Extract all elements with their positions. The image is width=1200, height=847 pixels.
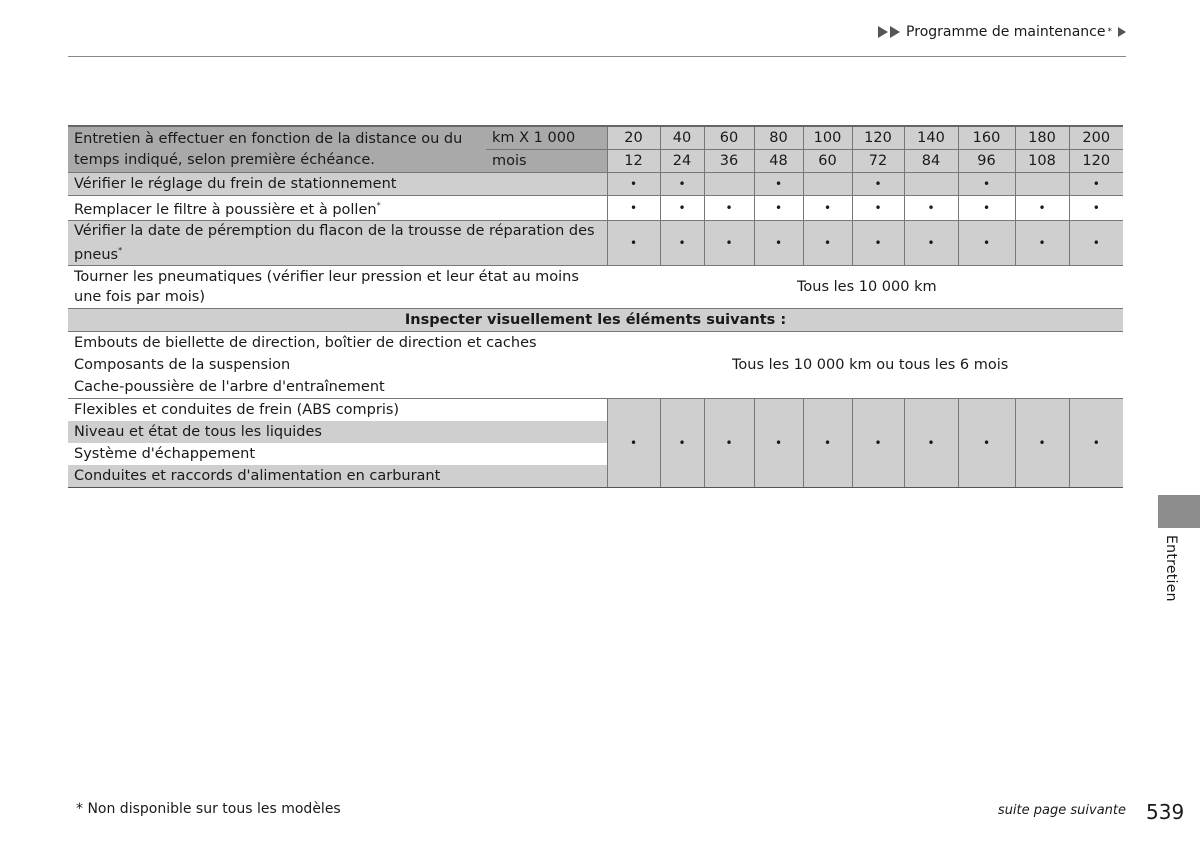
row-label — [68, 173, 607, 196]
table-row — [68, 398, 1123, 421]
chapter-tab[interactable] — [1158, 495, 1200, 528]
schedule-mark — [803, 173, 852, 196]
km-label: km X 1 000 — [486, 126, 607, 150]
schedule-mark: • — [803, 220, 852, 265]
arrow-icon — [878, 26, 888, 38]
table-row — [68, 173, 1123, 196]
schedule-mark — [704, 173, 754, 196]
mois-value: 72 — [852, 150, 904, 173]
schedule-mark: • — [1069, 220, 1123, 265]
table-row — [68, 220, 1123, 265]
km-value: 160 — [958, 126, 1015, 150]
mois-value: 108 — [1015, 150, 1069, 173]
maintenance-table — [68, 125, 1123, 488]
schedule-mark: • — [607, 398, 660, 487]
km-value: 80 — [754, 126, 803, 150]
section-title: Programme de maintenance — [906, 24, 1106, 40]
km-value: 200 — [1069, 126, 1123, 150]
schedule-mark: • — [660, 196, 704, 221]
table-row — [68, 126, 1123, 150]
schedule-mark: • — [754, 173, 803, 196]
inspect-heading: Inspecter visuellement les éléments suivants : — [68, 308, 1123, 331]
schedule-mark: • — [1015, 220, 1069, 265]
schedule-mark: • — [754, 196, 803, 221]
row-label-text: Remplacer le filtre à poussière et à pollen — [74, 201, 377, 218]
footnote: * Non disponible sur tous les modèles — [76, 801, 341, 817]
mois-value: 96 — [958, 150, 1015, 173]
table-row — [68, 196, 1123, 221]
schedule-mark — [904, 173, 958, 196]
schedule-mark: • — [904, 398, 958, 487]
schedule-mark: • — [803, 398, 852, 487]
mois-value: 84 — [904, 150, 958, 173]
schedule-mark: • — [1069, 173, 1123, 196]
row-label-text: Vérifier la date de péremption du flacon de la trousse de réparation des pneus — [74, 222, 595, 263]
table-row — [68, 265, 1123, 308]
schedule-mark: • — [704, 196, 754, 221]
schedule-mark: • — [704, 220, 754, 265]
tire-rotation-value: Tous les 10 000 km — [607, 265, 1123, 308]
page-number: 539 — [1146, 800, 1185, 824]
mois-value: 48 — [754, 150, 803, 173]
schedule-mark: • — [958, 196, 1015, 221]
schedule-mark: • — [852, 196, 904, 221]
schedule-mark: • — [958, 173, 1015, 196]
schedule-mark: • — [852, 398, 904, 487]
inspect-item: Embouts de biellette de direction, boîtier de direction et caches — [74, 334, 537, 351]
schedule-mark: • — [1015, 196, 1069, 221]
table-row — [68, 331, 1123, 354]
schedule-mark: • — [607, 196, 660, 221]
mois-value: 12 — [607, 150, 660, 173]
km-value: 180 — [1015, 126, 1069, 150]
chapter-label: Entretien — [1163, 535, 1179, 602]
mois-value: 120 — [1069, 150, 1123, 173]
tire-rotation-label: Tourner les pneumatiques (vérifier leur pression et leur état au moins une fois par mois) — [68, 265, 607, 308]
mois-value: 60 — [803, 150, 852, 173]
schedule-mark: • — [852, 173, 904, 196]
mois-value: 36 — [704, 150, 754, 173]
footnote-marker: * — [376, 201, 381, 210]
mois-value: 24 — [660, 150, 704, 173]
km-value: 100 — [803, 126, 852, 150]
header-divider — [68, 56, 1126, 57]
arrow-icon — [890, 26, 900, 38]
schedule-mark: • — [754, 220, 803, 265]
schedule-mark: • — [1069, 398, 1123, 487]
inspect-group1-value: Tous les 10 000 km ou tous les 6 mois — [607, 331, 1123, 398]
schedule-mark: • — [660, 220, 704, 265]
continued-note: suite page suivante — [997, 803, 1126, 818]
table-row — [68, 308, 1123, 331]
km-value: 20 — [607, 126, 660, 150]
inspect-item: Flexibles et conduites de frein (ABS compris) — [74, 401, 400, 418]
schedule-mark: • — [958, 220, 1015, 265]
inspect-item: Cache-poussière de l'arbre d'entraînement — [68, 376, 607, 399]
schedule-mark: • — [607, 173, 660, 196]
schedule-mark: • — [660, 173, 704, 196]
next-arrow-icon[interactable] — [1118, 27, 1126, 37]
inspect-item: Composants de la suspension — [74, 356, 291, 373]
km-value: 140 — [904, 126, 958, 150]
schedule-mark: • — [958, 398, 1015, 487]
footnote-marker: * — [118, 245, 123, 255]
inspect-item: Système d'échappement — [74, 445, 256, 462]
section-marker: * — [1107, 27, 1112, 37]
row-label — [68, 220, 607, 265]
schedule-mark: • — [1069, 196, 1123, 221]
inspect-item: Conduites et raccords d'alimentation en carburant — [68, 465, 607, 488]
schedule-mark: • — [904, 220, 958, 265]
km-value: 60 — [704, 126, 754, 150]
row-label-text: Vérifier le réglage du frein de stationnement — [74, 176, 397, 192]
page-header — [878, 24, 1126, 40]
schedule-mark: • — [904, 196, 958, 221]
schedule-mark: • — [1015, 398, 1069, 487]
mois-label: mois — [486, 150, 607, 173]
schedule-mark: • — [754, 398, 803, 487]
schedule-mark — [1015, 173, 1069, 196]
km-value: 120 — [852, 126, 904, 150]
row-label — [68, 196, 607, 221]
inspect-item: Niveau et état de tous les liquides — [68, 421, 607, 443]
schedule-mark: • — [704, 398, 754, 487]
schedule-mark: • — [852, 220, 904, 265]
header-label: Entretien à effectuer en fonction de la distance ou du temps indiqué, selon première échéance. — [68, 126, 486, 173]
schedule-mark: • — [660, 398, 704, 487]
schedule-mark: • — [607, 220, 660, 265]
km-value: 40 — [660, 126, 704, 150]
schedule-mark: • — [803, 196, 852, 221]
